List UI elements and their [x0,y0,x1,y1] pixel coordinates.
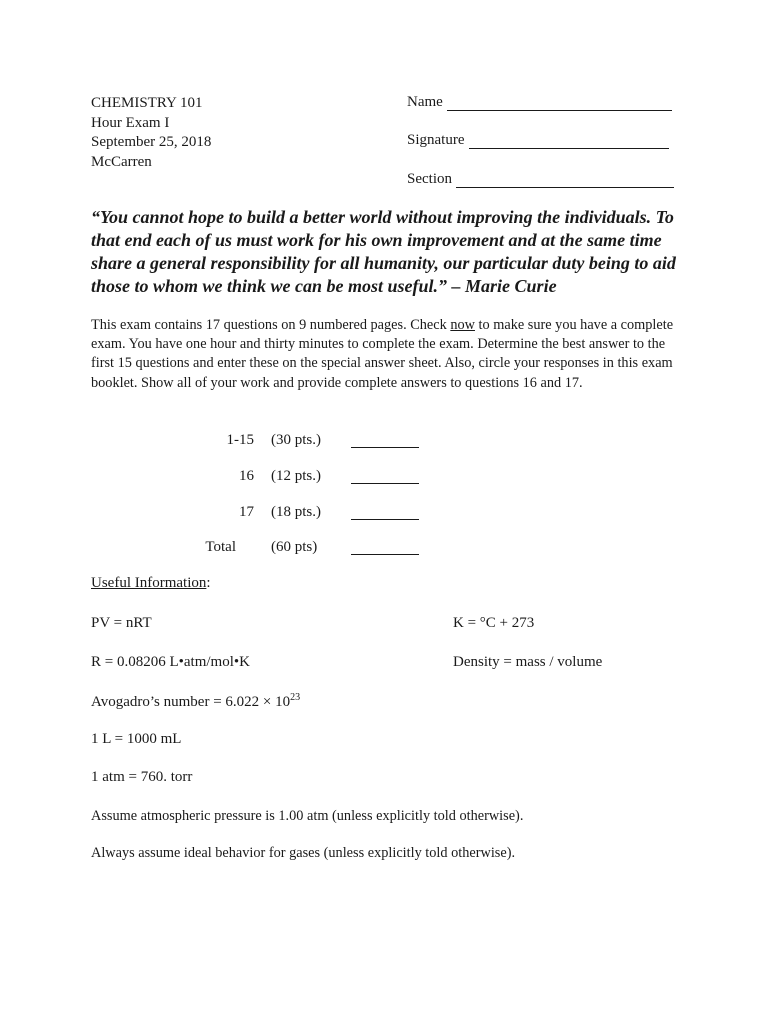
density-formula: Density = mass / volume [453,654,603,670]
avogadro-number [91,692,300,711]
atm-conversion: 1 atm = 760. torr [91,769,193,785]
section-blank[interactable] [456,172,674,188]
instructor-name: McCarren [91,153,152,170]
ideal-gas-law: PV = nRT [91,615,152,631]
score-label: 16 [239,468,254,484]
score-points: (18 pts.) [271,504,321,520]
gas-constant: R = 0.08206 L•atm/mol•K [91,654,250,670]
signature-field [407,132,669,149]
score-blank[interactable] [351,554,419,555]
score-points: (60 pts) [271,539,318,555]
score-blank[interactable] [351,483,419,484]
score-label: Total [205,539,236,555]
name-field [407,94,672,111]
score-row [180,468,440,488]
ideal-behavior-assumption: Always assume ideal behavior for gases (unless explicitly told otherwise). [91,845,516,861]
score-label: 1-15 [226,432,254,448]
instructions-underlined-now: now [450,317,475,333]
marie-curie-quote: “You cannot hope to build a better world without improving the individuals. To that end each of us must work for his own improvement and at the same time share a general responsibility for all humanity, our particular duty being to aid those to whom we think we can be most useful.” – Marie Curie [91,207,676,296]
section-field [407,171,674,188]
exam-instructions [91,316,676,393]
score-blank[interactable] [351,519,419,520]
score-row [180,432,440,452]
score-points: (12 pts.) [271,468,321,484]
course-header [91,94,211,172]
pressure-assumption: Assume atmospheric pressure is 1.00 atm (unless explicitly told otherwise). [91,808,524,824]
name-blank[interactable] [447,95,672,111]
score-blank[interactable] [351,447,419,448]
instructions-text-1: This exam contains 17 questions on 9 numbered pages. Check [91,317,451,333]
liter-conversion: 1 L = 1000 mL [91,731,182,747]
instructions-text-2: to make sure you have a complete exam. You have one hour and thirty minutes to complete the exam. Determine the best answer to the first 15 questions and enter these on the special answer sheet. Also, circle your responses in this exam booklet. Show all of your work and provide complete answers to questions 16 and 17. [91,317,674,391]
exam-title: Hour Exam I [91,114,170,131]
signature-label: Signature [407,132,465,148]
kelvin-conversion: K = °C + 273 [453,615,535,631]
course-title: CHEMISTRY 101 [91,95,203,111]
avogadro-text: Avogadro’s number = 6.022 × 10 [91,694,291,710]
name-label: Name [407,94,443,110]
exam-date: September 25, 2018 [91,134,212,150]
score-row [180,504,440,524]
score-points: (30 pts.) [271,432,321,448]
score-label: 17 [239,504,254,520]
useful-information-heading [91,575,211,592]
useful-heading-colon: : [206,575,211,591]
useful-heading-text: Useful Information [91,575,207,591]
signature-blank[interactable] [469,133,669,149]
score-row-total [180,539,440,559]
section-label: Section [407,171,452,187]
avogadro-exponent: 23 [290,692,301,703]
